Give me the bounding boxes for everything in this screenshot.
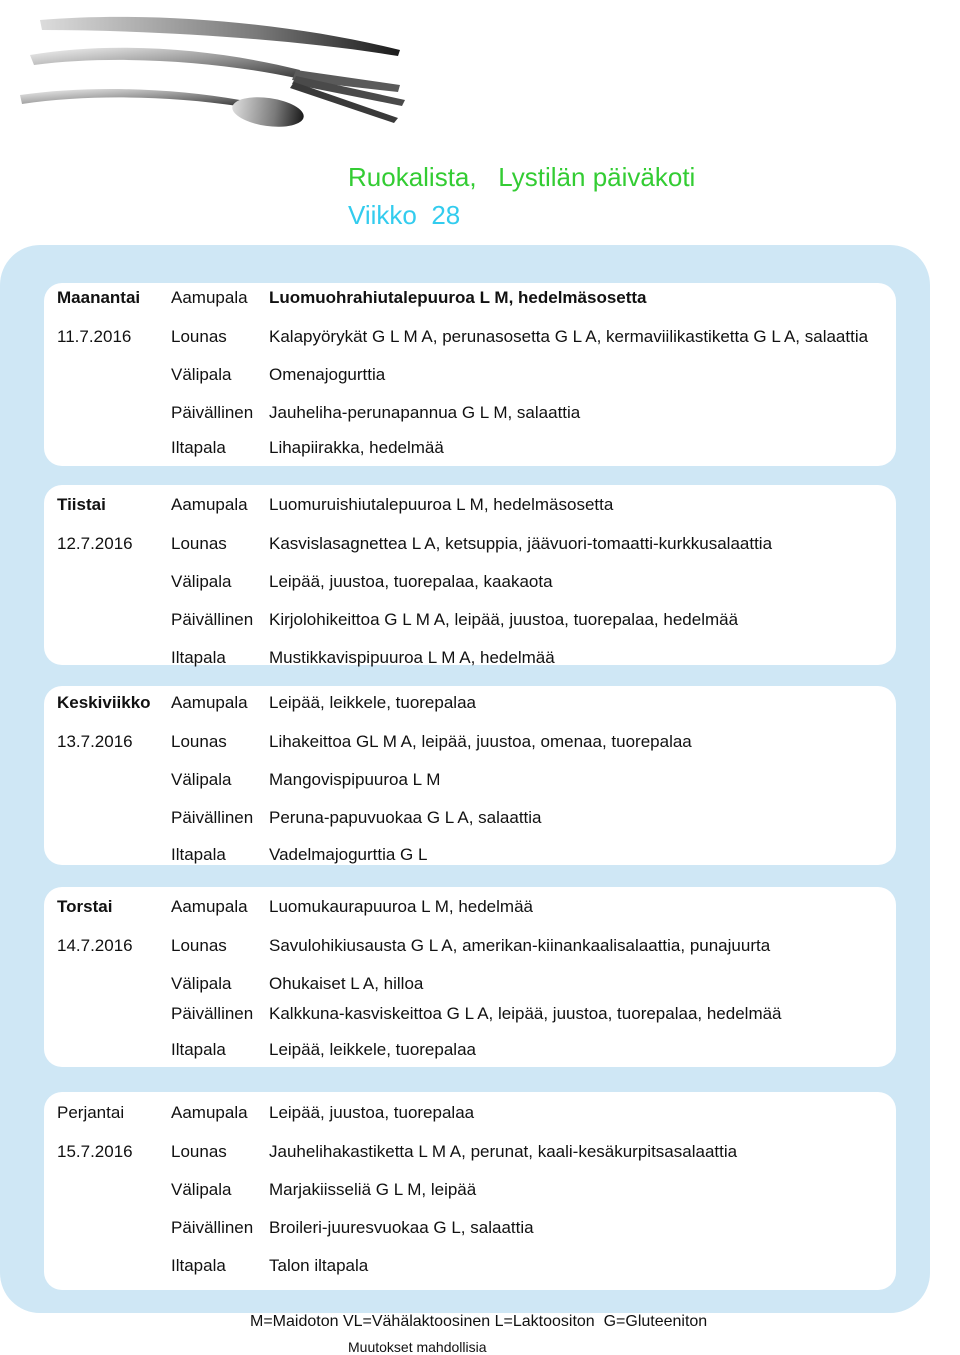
day-name: Perjantai [57,1103,125,1122]
meal-label: Välipala [171,1180,232,1199]
meal-label: Iltapala [171,648,226,667]
meal-label: Iltapala [171,845,226,864]
meal-food: Leipää, juustoa, tuorepalaa, kaakaota [269,572,553,591]
day-name: Tiistai [57,495,106,514]
meal-label: Välipala [171,974,232,993]
meal-label: Lounas [171,327,227,346]
day-date: 14.7.2016 [57,936,133,955]
meal-food: Luomukaurapuuroa L M, hedelmää [269,897,533,916]
meal-food: Jauheliha-perunapannua G L M, salaattia [269,403,581,422]
meal-label: Aamupala [171,288,248,307]
meal-label: Aamupala [171,693,248,712]
meal-food: Kalkkuna-kasviskeittoa G L A, leipää, juustoa, tuorepalaa, hedelmää [269,1004,782,1023]
meal-label: Päivällinen [171,403,254,422]
meal-food: Lihapiirakka, hedelmää [269,438,444,457]
meal-label: Lounas [171,732,227,751]
meal-label: Iltapala [171,1256,226,1275]
meal-label: Välipala [171,770,232,789]
meal-label: Välipala [171,572,232,591]
meal-label: Aamupala [171,1103,248,1122]
meal-food: Mangovispipuuroa L M [269,770,441,789]
meal-label: Aamupala [171,495,248,514]
meal-label: Iltapala [171,438,226,457]
meal-label: Lounas [171,936,227,955]
meal-label: Päivällinen [171,1004,254,1023]
meal-food: Omenajogurttia [269,365,386,384]
meal-food: Lihakeittoa GL M A, leipää, juustoa, omenaa, tuorepalaa [269,732,692,751]
meal-food: Leipää, juustoa, tuorepalaa [269,1103,475,1122]
meal-food: Broileri-juuresvuokaa G L, salaattia [269,1218,534,1237]
meal-food: Marjakiisseliä G L M, leipää [269,1180,477,1199]
meal-label: Välipala [171,365,232,384]
day-date: 11.7.2016 [57,327,132,346]
meal-label: Päivällinen [171,610,254,629]
meal-food: Leipää, leikkele, tuorepalaa [269,693,476,712]
meal-label: Lounas [171,534,227,553]
day-name: Torstai [57,897,113,916]
meal-label: Iltapala [171,1040,226,1059]
meal-food: Luomuruishiutalepuuroa L M, hedelmäsosetta [269,495,614,514]
day-name: Maanantai [57,288,141,307]
day-date: 13.7.2016 [57,732,133,751]
meal-food: Jauhelihakastiketta L M A, perunat, kaali-kesäkurpitsasalaattia [269,1142,738,1161]
meal-label: Aamupala [171,897,248,916]
meal-label: Päivällinen [171,1218,254,1237]
meal-label: Päivällinen [171,808,254,827]
meal-food: Talon iltapala [269,1256,369,1275]
week-number: Viikko 28 [348,200,461,230]
meal-food: Mustikkavispipuuroa L M A, hedelmää [269,648,555,667]
diet-legend: M=Maidoton VL=Vähälaktoosinen L=Laktoositon G=Gluteeniton [250,1313,708,1330]
day-name: Keskiviikko [57,693,151,712]
meal-food: Ohukaiset L A, hilloa [269,974,424,993]
meal-food: Peruna-papuvuokaa G L A, salaattia [269,808,542,827]
meal-food: Vadelmajogurttia G L [269,845,428,864]
meal-food: Kirjolohikeittoa G L M A, leipää, juustoa, tuorepalaa, hedelmää [269,610,739,629]
menu-title: Ruokalista, Lystilän päiväkoti [348,162,696,192]
meal-food: Kalapyörykät G L M A, perunasosetta G L A, kermaviilikastiketta G L A, salaattia [269,327,869,346]
day-date: 12.7.2016 [57,534,133,553]
meal-food: Kasvislasagnettea L A, ketsuppia, jäävuori-tomaatti-kurkkusalaattia [269,534,773,553]
changes-note: Muutokset mahdollisia [348,1339,487,1355]
meal-food: Luomuohrahiutalepuuroa L M, hedelmäsosetta [269,288,647,307]
meal-label: Lounas [171,1142,227,1161]
meal-food: Leipää, leikkele, tuorepalaa [269,1040,476,1059]
meal-food: Savulohikiusausta G L A, amerikan-kiinankaalisalaattia, punajuurta [269,936,771,955]
day-date: 15.7.2016 [57,1142,133,1161]
